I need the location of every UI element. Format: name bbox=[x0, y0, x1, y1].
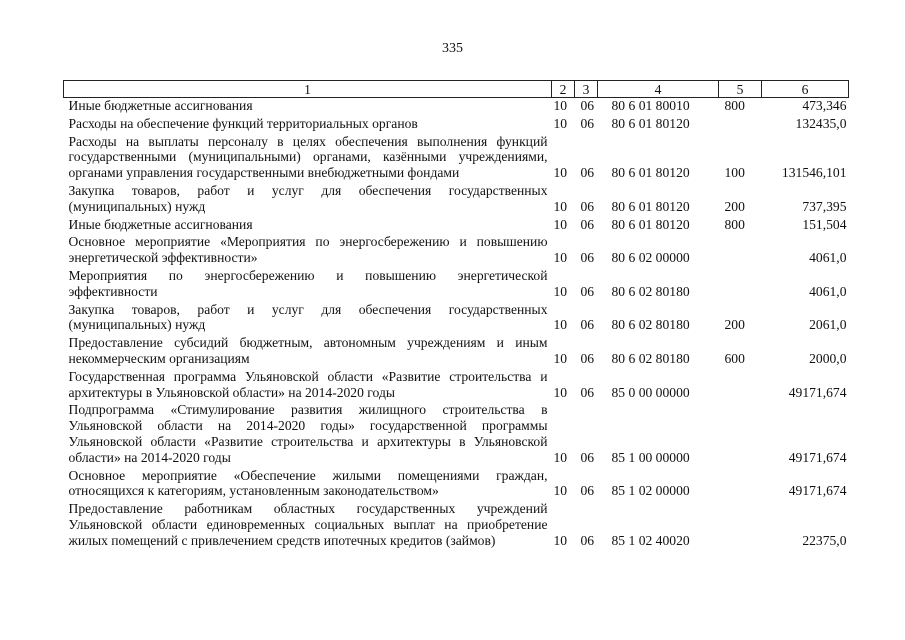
row-target-article: 85 0 00 00000 bbox=[611, 384, 690, 400]
row-subsection: 06 bbox=[580, 449, 595, 465]
row-name: Закупка товаров, работ и услуг для обеспечения государственных (муниципальных) нужд bbox=[68, 182, 548, 214]
row-expense-type: 800 bbox=[724, 216, 745, 232]
row-expense-type: 100 bbox=[724, 165, 745, 181]
row-amount: 49171,674 bbox=[788, 384, 847, 400]
row-amount: 49171,674 bbox=[788, 483, 847, 499]
table-body bbox=[64, 98, 849, 551]
row-section: 10 bbox=[553, 483, 568, 499]
header-col-2: 2 bbox=[552, 81, 575, 98]
table-row bbox=[64, 217, 849, 235]
row-amount: 473,346 bbox=[802, 98, 847, 113]
row-subsection: 06 bbox=[580, 317, 595, 333]
row-amount: 132435,0 bbox=[795, 115, 847, 131]
table-row bbox=[64, 183, 849, 217]
table-header bbox=[64, 81, 849, 98]
row-amount: 4061,0 bbox=[809, 250, 847, 266]
row-subsection: 06 bbox=[580, 115, 595, 131]
row-target-article: 85 1 02 00000 bbox=[611, 483, 690, 499]
row-subsection: 06 bbox=[580, 198, 595, 214]
row-section: 10 bbox=[553, 350, 568, 366]
row-expense-type: 200 bbox=[724, 317, 745, 333]
row-name: Основное мероприятие «Обеспечение жилыми помещениями граждан, относящихся к категориям, установленным законодательством» bbox=[68, 467, 548, 499]
row-target-article: 80 6 01 80120 bbox=[611, 198, 690, 214]
row-section: 10 bbox=[553, 283, 568, 299]
row-section: 10 bbox=[553, 165, 568, 181]
row-target-article: 80 6 01 80120 bbox=[611, 165, 690, 181]
header-col-6: 6 bbox=[762, 81, 849, 98]
page-number: 335 bbox=[442, 41, 463, 56]
row-target-article: 80 6 01 80120 bbox=[611, 115, 690, 131]
row-name: Предоставление субсидий бюджетным, автономным учреждениям и иным некоммерческим организациям bbox=[68, 335, 548, 366]
row-subsection: 06 bbox=[580, 483, 595, 499]
table-row bbox=[64, 501, 849, 550]
row-subsection: 06 bbox=[580, 98, 595, 113]
row-amount: 4061,0 bbox=[809, 283, 847, 299]
row-amount: 151,504 bbox=[802, 216, 847, 232]
row-subsection: 06 bbox=[580, 250, 595, 266]
row-subsection: 06 bbox=[580, 532, 595, 548]
row-name: Государственная программа Ульяновской области «Развитие строительства и архитектуры в Ульяновской области» на 2014-2020 годы bbox=[68, 368, 548, 400]
table-row bbox=[64, 116, 849, 134]
row-section: 10 bbox=[553, 384, 568, 400]
row-expense-type: 200 bbox=[724, 198, 745, 214]
row-section: 10 bbox=[553, 198, 568, 214]
row-name: Подпрограмма «Стимулирование развития жилищного строительства в Ульяновской области на 2014-2020 годы» государственной программы Ульяновской области «Развитие строительства и архитектуры в Ульяновской области» на 2014-2020 годы bbox=[68, 402, 548, 465]
row-section: 10 bbox=[553, 250, 568, 266]
row-name: Закупка товаров, работ и услуг для обеспечения государственных (муниципальных) нужд bbox=[68, 301, 548, 333]
row-subsection: 06 bbox=[580, 165, 595, 181]
row-subsection: 06 bbox=[580, 283, 595, 299]
row-target-article: 80 6 02 80180 bbox=[611, 350, 690, 366]
row-name: Предоставление работникам областных государственных учреждений Ульяновской области единовременных социальных выплат на приобретение жилых помещений с привлечением средств ипотечных кредитов (займов) bbox=[68, 501, 548, 548]
row-target-article: 80 6 01 80120 bbox=[611, 216, 690, 232]
header-col-3: 3 bbox=[575, 81, 598, 98]
row-name: Расходы на выплаты персоналу в целях обеспечения выполнения функций государственными (муниципальными) органами, казёнными учреждениями, органами управления государственными внебюджетными фондами bbox=[68, 133, 548, 181]
row-amount: 2061,0 bbox=[809, 317, 847, 333]
table-row bbox=[64, 234, 849, 268]
header-col-1: 1 bbox=[64, 81, 552, 98]
row-section: 10 bbox=[553, 115, 568, 131]
row-section: 10 bbox=[553, 216, 568, 232]
row-expense-type: 600 bbox=[724, 350, 745, 366]
row-name: Иные бюджетные ассигнования bbox=[68, 98, 253, 113]
table-row bbox=[64, 302, 849, 336]
row-expense-type bbox=[719, 501, 762, 550]
row-section: 10 bbox=[553, 317, 568, 333]
row-section: 10 bbox=[553, 98, 568, 113]
row-amount: 2000,0 bbox=[809, 350, 847, 366]
row-subsection: 06 bbox=[580, 350, 595, 366]
row-amount: 131546,101 bbox=[781, 165, 847, 181]
header-col-5: 5 bbox=[719, 81, 762, 98]
row-expense-type bbox=[719, 234, 762, 268]
row-name: Расходы на обеспечение функций территориальных органов bbox=[68, 115, 418, 131]
row-subsection: 06 bbox=[580, 216, 595, 232]
row-expense-type bbox=[719, 402, 762, 467]
table-row bbox=[64, 468, 849, 502]
row-name: Мероприятия по энергосбережению и повышению энергетической эффективности bbox=[68, 267, 548, 299]
table-row bbox=[64, 134, 849, 183]
row-amount: 49171,674 bbox=[788, 449, 847, 465]
row-name: Основное мероприятие «Мероприятия по энергосбережению и повышению энергетической эффективности» bbox=[68, 234, 548, 266]
row-expense-type: 800 bbox=[724, 98, 745, 113]
row-target-article: 80 6 02 80180 bbox=[611, 283, 690, 299]
row-expense-type bbox=[719, 468, 762, 502]
budget-table bbox=[63, 80, 849, 551]
table-row bbox=[64, 268, 849, 302]
row-target-article: 80 6 02 80180 bbox=[611, 317, 690, 333]
row-section: 10 bbox=[553, 449, 568, 465]
row-section: 10 bbox=[553, 532, 568, 548]
row-target-article: 80 6 02 00000 bbox=[611, 250, 690, 266]
table-row bbox=[64, 369, 849, 403]
row-target-article: 80 6 01 80010 bbox=[611, 98, 690, 113]
row-expense-type bbox=[719, 268, 762, 302]
row-amount: 737,395 bbox=[802, 198, 847, 214]
table-row bbox=[64, 335, 849, 369]
table-row bbox=[64, 98, 849, 116]
row-target-article: 85 1 00 00000 bbox=[611, 449, 690, 465]
header-row bbox=[64, 81, 849, 98]
table-row bbox=[64, 402, 849, 467]
header-col-4: 4 bbox=[598, 81, 719, 98]
row-amount: 22375,0 bbox=[802, 532, 847, 548]
row-subsection: 06 bbox=[580, 384, 595, 400]
row-expense-type bbox=[719, 369, 762, 403]
row-name: Иные бюджетные ассигнования bbox=[68, 216, 253, 232]
row-expense-type bbox=[719, 116, 762, 134]
row-target-article: 85 1 02 40020 bbox=[611, 532, 690, 548]
